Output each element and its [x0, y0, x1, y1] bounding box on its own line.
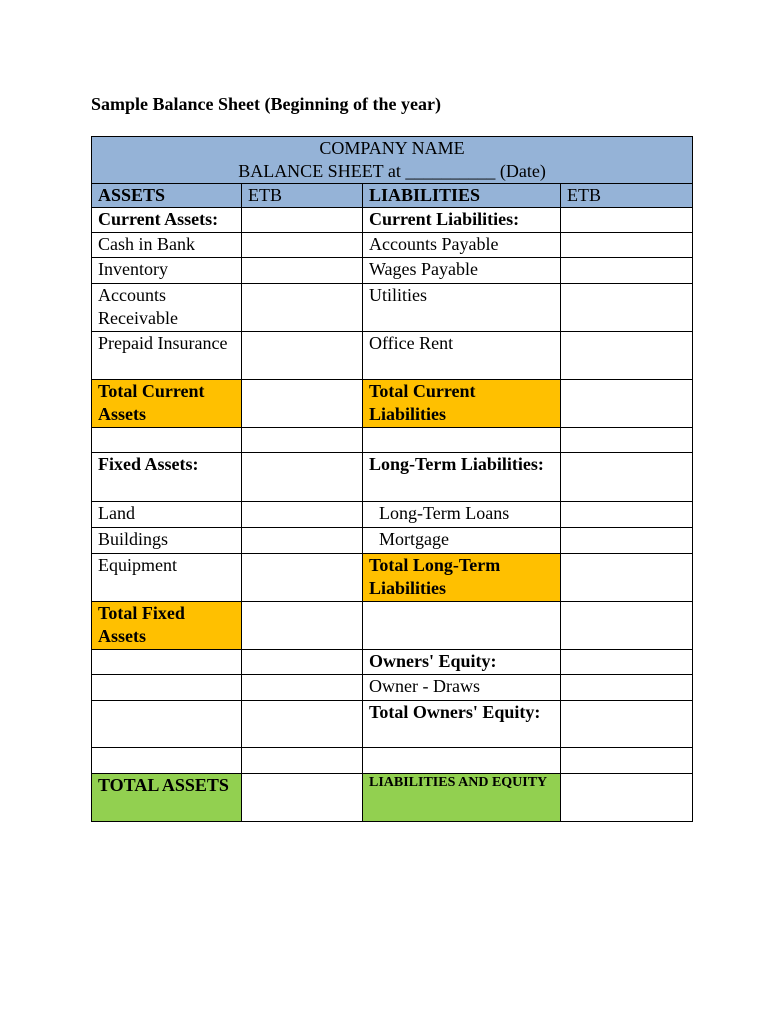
- liability-amount-cell[interactable]: [561, 428, 693, 453]
- table-row: [92, 650, 693, 675]
- asset-amount-cell[interactable]: [242, 453, 363, 502]
- asset-label: Equipment: [92, 554, 242, 602]
- asset-amount-cell[interactable]: [242, 554, 363, 602]
- asset-amount-cell[interactable]: [242, 650, 363, 675]
- table-row: [92, 701, 693, 748]
- asset-label: Prepaid Insurance: [92, 332, 242, 380]
- liability-amount-cell[interactable]: [561, 774, 693, 822]
- liability-label: Wages Payable: [363, 258, 561, 284]
- company-name: COMPANY NAME: [319, 138, 465, 158]
- company-header-cell: [92, 137, 693, 184]
- long-term-liabilities-heading: Long-Term Liabilities:: [363, 453, 561, 502]
- table-row: [92, 528, 693, 554]
- liability-label: [363, 602, 561, 650]
- liability-amount-cell[interactable]: [561, 380, 693, 428]
- liabilities-currency-header: ETB: [561, 184, 693, 208]
- liabilities-column-header: LIABILITIES: [363, 184, 561, 208]
- total-assets-label: TOTAL ASSETS: [92, 774, 242, 822]
- liability-label: Long-Term Loans: [363, 502, 561, 528]
- table-row: [92, 774, 693, 822]
- liability-amount-cell[interactable]: [561, 748, 693, 774]
- liability-amount-cell[interactable]: [561, 332, 693, 380]
- total-fixed-assets-label: Total Fixed Assets: [92, 602, 242, 650]
- asset-label: [92, 428, 242, 453]
- liability-amount-cell[interactable]: [561, 528, 693, 554]
- total-current-liabilities-label: Total Current Liabilities: [363, 380, 561, 428]
- liability-label: Current Liabilities:: [363, 208, 561, 233]
- asset-amount-cell[interactable]: [242, 380, 363, 428]
- owners-equity-heading: Owners' Equity:: [363, 650, 561, 675]
- liability-amount-cell[interactable]: [561, 701, 693, 748]
- liability-label: [363, 748, 561, 774]
- balance-sheet-date-line: BALANCE SHEET at __________ (Date): [238, 161, 546, 181]
- column-header-row: [92, 184, 693, 208]
- table-row: [92, 453, 693, 502]
- document-title: Sample Balance Sheet (Beginning of the year): [91, 94, 441, 114]
- liability-amount-cell[interactable]: [561, 233, 693, 258]
- fixed-assets-heading: Fixed Assets:: [92, 453, 242, 502]
- asset-amount-cell[interactable]: [242, 675, 363, 701]
- table-row: [92, 748, 693, 774]
- asset-label: Land: [92, 502, 242, 528]
- assets-column-header: ASSETS: [92, 184, 242, 208]
- asset-amount-cell[interactable]: [242, 774, 363, 822]
- liability-label: Mortgage: [363, 528, 561, 554]
- asset-label: Buildings: [92, 528, 242, 554]
- table-row: [92, 602, 693, 650]
- table-row: [92, 233, 693, 258]
- asset-label: [92, 748, 242, 774]
- asset-label: Current Assets:: [92, 208, 242, 233]
- asset-label: [92, 650, 242, 675]
- liability-amount-cell[interactable]: [561, 675, 693, 701]
- liability-amount-cell[interactable]: [561, 453, 693, 502]
- table-row: [92, 554, 693, 602]
- liabilities-and-equity-label: LIABILITIES AND EQUITY: [363, 774, 561, 822]
- table-row: [92, 380, 693, 428]
- table-row: [92, 675, 693, 701]
- table-row: [92, 284, 693, 332]
- asset-amount-cell[interactable]: [242, 332, 363, 380]
- asset-amount-cell[interactable]: [242, 428, 363, 453]
- asset-amount-cell[interactable]: [242, 233, 363, 258]
- table-row: [92, 332, 693, 380]
- asset-label: Inventory: [92, 258, 242, 284]
- asset-amount-cell[interactable]: [242, 258, 363, 284]
- liability-amount-cell[interactable]: [561, 650, 693, 675]
- asset-label: [92, 701, 242, 748]
- total-owners-equity-label: Total Owners' Equity:: [363, 701, 561, 748]
- table-header-row: [92, 137, 693, 184]
- asset-label: Cash in Bank: [92, 233, 242, 258]
- table-row: [92, 502, 693, 528]
- table-row: [92, 428, 693, 453]
- liability-amount-cell[interactable]: [561, 258, 693, 284]
- liability-label: Office Rent: [363, 332, 561, 380]
- asset-amount-cell[interactable]: [242, 602, 363, 650]
- liability-label: Owner - Draws: [363, 675, 561, 701]
- liability-label: Accounts Payable: [363, 233, 561, 258]
- asset-amount-cell[interactable]: [242, 748, 363, 774]
- liability-amount-cell[interactable]: [561, 502, 693, 528]
- liability-amount-cell[interactable]: [561, 554, 693, 602]
- total-long-term-liabilities-label: Total Long-Term Liabilities: [363, 554, 561, 602]
- balance-sheet-table: [91, 136, 693, 822]
- asset-amount-cell[interactable]: [242, 701, 363, 748]
- asset-amount-cell[interactable]: [242, 502, 363, 528]
- liability-amount-cell[interactable]: [561, 208, 693, 233]
- liability-label: [363, 428, 561, 453]
- asset-amount-cell[interactable]: [242, 528, 363, 554]
- total-current-assets-label: Total Current Assets: [92, 380, 242, 428]
- asset-label: Accounts Receivable: [92, 284, 242, 332]
- table-row: [92, 258, 693, 284]
- liability-amount-cell[interactable]: [561, 602, 693, 650]
- liability-label: Utilities: [363, 284, 561, 332]
- table-row: [92, 208, 693, 233]
- asset-amount-cell[interactable]: [242, 284, 363, 332]
- assets-currency-header: ETB: [242, 184, 363, 208]
- asset-label: [92, 675, 242, 701]
- liability-amount-cell[interactable]: [561, 284, 693, 332]
- asset-amount-cell[interactable]: [242, 208, 363, 233]
